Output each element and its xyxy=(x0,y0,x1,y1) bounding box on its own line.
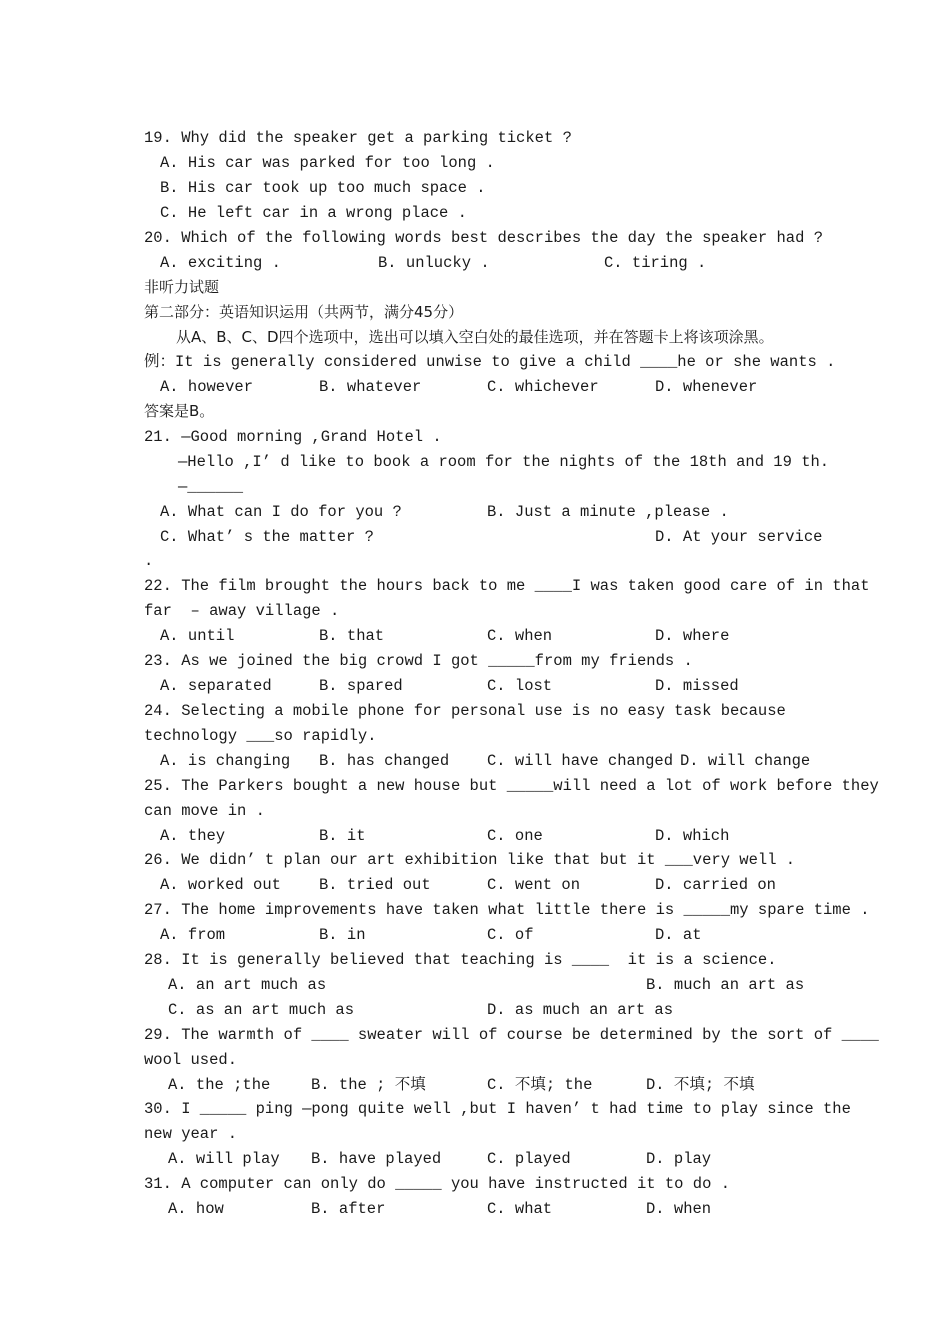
option-20a: A. exciting . xyxy=(160,254,281,272)
option-24b: B. has changed xyxy=(319,752,450,770)
option-23a: A. separated xyxy=(160,677,272,695)
instructions: 从A、B、C、D四个选项中，选出可以填入空白处的最佳选项，并在答题卡上将该项涂黑。 xyxy=(176,328,774,346)
option-20b: B. unlucky . xyxy=(378,254,490,272)
option-24a: A. is changing xyxy=(160,752,291,770)
section-title: 非听力试题 xyxy=(144,278,220,296)
example-question: 例：It is generally considered unwise to give a child ____he or she wants . xyxy=(144,353,836,371)
option-21a: A. What can I do for you ? xyxy=(160,503,402,521)
option-25d: D. which xyxy=(655,827,730,845)
question-24-line2: technology ___so rapidly. xyxy=(144,727,377,745)
example-option-a: A. however xyxy=(160,378,254,396)
option-27a: A. from xyxy=(160,926,226,944)
question-19: 19. Why did the speaker get a parking ticket ? xyxy=(144,129,572,147)
option-29b: B. the ; 不填 xyxy=(311,1076,426,1094)
option-27d: D. at xyxy=(655,926,702,944)
option-21d: D. At your service xyxy=(655,528,823,546)
example-option-c: C. whichever xyxy=(487,378,599,396)
option-23b: B. spared xyxy=(319,677,403,695)
option-31a: A. how xyxy=(168,1200,224,1218)
question-27: 27. The home improvements have taken what little there is _____my spare time . xyxy=(144,901,870,919)
question-22: 22. The film brought the hours back to me ____I was taken good care of in that xyxy=(144,577,870,595)
option-28b: B. much an art as xyxy=(646,976,805,994)
question-20: 20. Which of the following words best describes the day the speaker had ? xyxy=(144,229,824,247)
option-25a: A. they xyxy=(160,827,226,845)
option-25c: C. one xyxy=(487,827,543,845)
question-29-line2: wool used. xyxy=(144,1051,238,1069)
option-26b: B. tried out xyxy=(319,876,431,894)
option-21c: C. What’ s the matter ? xyxy=(160,528,374,546)
option-31b: B. after xyxy=(311,1200,386,1218)
question-31: 31. A computer can only do _____ you have instructed it to do . xyxy=(144,1175,730,1193)
option-28c: C. as an art much as xyxy=(168,1001,355,1019)
question-21: 21. —Good morning ,Grand Hotel . xyxy=(144,428,442,446)
question-26: 26. We didn’ t plan our art exhibition like that but it ___very well . xyxy=(144,851,796,869)
question-25: 25. The Parkers bought a new house but _____will need a lot of work before they xyxy=(144,777,879,795)
example-option-b: B. whatever xyxy=(319,378,422,396)
option-30b: B. have played xyxy=(311,1150,442,1168)
option-28a: A. an art much as xyxy=(168,976,327,994)
option-19c: C. He left car in a wrong place . xyxy=(160,204,467,222)
question-25-line2: can move in . xyxy=(144,802,265,820)
option-22b: B. that xyxy=(319,627,385,645)
question-22-line2: far – away village . xyxy=(144,602,340,620)
option-28d: D. as much an art as xyxy=(487,1001,674,1019)
option-26c: C. went on xyxy=(487,876,581,894)
option-22a: A. until xyxy=(160,627,235,645)
question-24: 24. Selecting a mobile phone for personal use is no easy task because xyxy=(144,702,786,720)
question-21-blank: —______ xyxy=(178,478,244,496)
option-29d: D. 不填; 不填 xyxy=(646,1076,755,1094)
option-20c: C. tiring . xyxy=(604,254,707,272)
example-option-d: D. whenever xyxy=(655,378,758,396)
part-two-heading: 第二部分：英语知识运用（共两节，满分45分） xyxy=(144,303,464,321)
stray-dot: . xyxy=(144,552,154,570)
question-21-line2: —Hello ,I’ d like to book a room for the nights of the 18th and 19 th. xyxy=(178,453,830,471)
option-22d: D. where xyxy=(655,627,730,645)
option-31c: C. what xyxy=(487,1200,553,1218)
example-answer: 答案是B。 xyxy=(144,402,215,420)
option-26d: D. carried on xyxy=(655,876,776,894)
option-21b: B. Just a minute ,please . xyxy=(487,503,729,521)
option-22c: C. when xyxy=(487,627,553,645)
option-27c: C. of xyxy=(487,926,534,944)
option-30a: A. will play xyxy=(168,1150,280,1168)
option-24d: D. will change xyxy=(680,752,811,770)
option-24c: C. will have changed xyxy=(487,752,674,770)
option-29c: C. 不填; the xyxy=(487,1076,593,1094)
option-29a: A. the ;the xyxy=(168,1076,271,1094)
question-29: 29. The warmth of ____ sweater will of course be determined by the sort of ____ xyxy=(144,1026,879,1044)
question-30-line2: new year . xyxy=(144,1125,238,1143)
option-27b: B. in xyxy=(319,926,366,944)
option-19a: A. His car was parked for too long . xyxy=(160,154,495,172)
option-19b: B. His car took up too much space . xyxy=(160,179,486,197)
option-31d: D. when xyxy=(646,1200,712,1218)
question-30: 30. I _____ ping —pong quite well ,but I haven’ t had time to play since the xyxy=(144,1100,851,1118)
option-26a: A. worked out xyxy=(160,876,281,894)
option-30d: D. play xyxy=(646,1150,712,1168)
option-23d: D. missed xyxy=(655,677,739,695)
option-23c: C. lost xyxy=(487,677,553,695)
option-30c: C. played xyxy=(487,1150,571,1168)
question-23: 23. As we joined the big crowd I got _____from my friends . xyxy=(144,652,693,670)
question-28: 28. It is generally believed that teaching is ____ it is a science. xyxy=(144,951,777,969)
option-25b: B. it xyxy=(319,827,366,845)
